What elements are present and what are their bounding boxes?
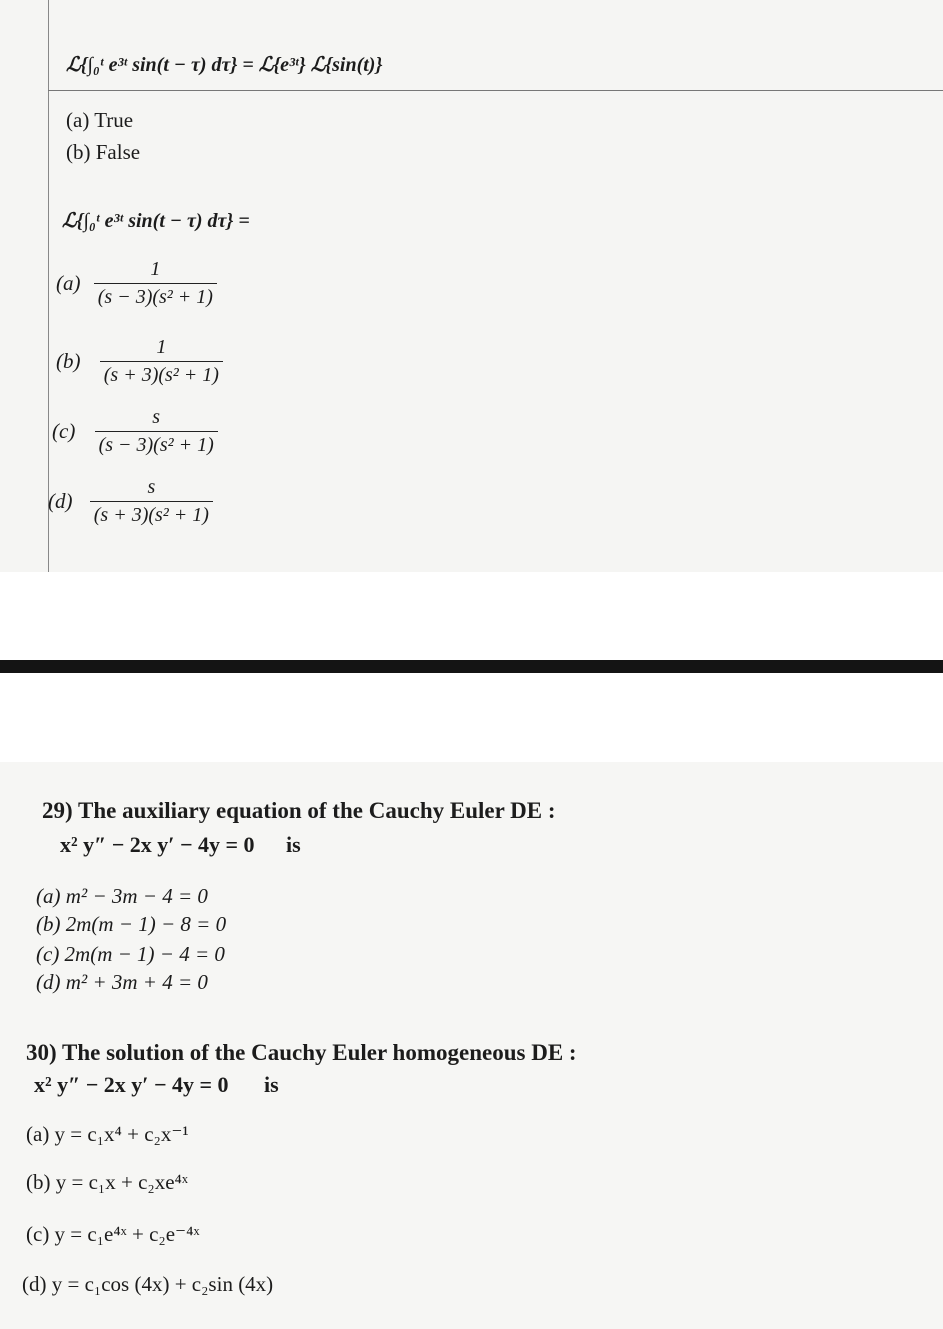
q30-is: is <box>264 1072 279 1097</box>
option-letter: (c) <box>52 419 76 443</box>
option-letter: (a) <box>66 108 90 132</box>
q28-expression: ℒ{∫₀ᵗ e³ᵗ sin(t − τ) dτ} = <box>62 210 250 232</box>
q29-equation-line <box>60 832 301 858</box>
separator-bar <box>0 660 943 673</box>
option-letter: (d) <box>48 489 73 513</box>
q29-option-a[interactable]: (a) m² − 3m − 4 = 0 <box>36 884 208 908</box>
option-text: True <box>94 108 134 132</box>
q29-option-c[interactable]: (c) 2m(m − 1) − 4 = 0 <box>36 942 225 966</box>
q30-option-d[interactable]: (d) y = c₁cos (4x) + c₂sin (4x) <box>22 1272 274 1296</box>
q28-option-c[interactable] <box>52 406 218 457</box>
q27-expression: ℒ{∫₀ᵗ e³ᵗ sin(t − τ) dτ} = ℒ{e³ᵗ} ℒ{sin(t)} <box>66 54 383 76</box>
denominator: (s − 3)(s² + 1) <box>94 283 217 309</box>
q29-is: is <box>286 832 301 857</box>
denominator: (s + 3)(s² + 1) <box>90 501 213 527</box>
numerator: s <box>147 476 156 498</box>
q29-equation: x² y″ − 2x y′ − 4y = 0 <box>60 832 255 857</box>
denominator: (s + 3)(s² + 1) <box>100 361 223 387</box>
option-letter: (a) <box>56 271 81 295</box>
option-letter: (b) <box>56 349 81 373</box>
numerator: s <box>152 406 161 428</box>
q27-heading <box>66 52 382 77</box>
fraction <box>100 336 223 387</box>
option-text: False <box>95 140 141 164</box>
divider-line <box>48 90 943 91</box>
denominator: (s − 3)(s² + 1) <box>95 431 218 457</box>
option-letter: (b) <box>66 140 91 164</box>
q28-heading <box>62 208 250 233</box>
fraction <box>90 476 213 527</box>
q28-option-b[interactable] <box>56 336 223 387</box>
q28-option-d[interactable] <box>48 476 213 527</box>
q30-option-c[interactable]: (c) y = c₁e⁴ˣ + c₂e⁻⁴ˣ <box>26 1222 200 1246</box>
q28-option-a[interactable] <box>56 258 217 309</box>
q30-question: 30) The solution of the Cauchy Euler homogeneous DE : <box>26 1040 577 1065</box>
q30-option-a[interactable]: (a) y = c₁x⁴ + c₂x⁻¹ <box>26 1122 189 1146</box>
q27-option-b[interactable] <box>66 140 140 165</box>
q29-option-b[interactable]: (b) 2m(m − 1) − 8 = 0 <box>36 912 227 936</box>
q30-equation-line <box>34 1072 279 1098</box>
q29-option-d[interactable]: (d) m² + 3m + 4 = 0 <box>36 970 208 994</box>
q29-question: 29) The auxiliary equation of the Cauchy Euler DE : <box>42 798 556 823</box>
q30-equation: x² y″ − 2x y′ − 4y = 0 <box>34 1072 229 1097</box>
numerator: 1 <box>156 336 167 358</box>
q30-option-b[interactable]: (b) y = c₁x + c₂xe⁴ˣ <box>26 1170 188 1194</box>
q27-option-a[interactable] <box>66 108 133 133</box>
numerator: 1 <box>150 258 161 280</box>
fraction <box>95 406 218 457</box>
fraction <box>94 258 217 309</box>
